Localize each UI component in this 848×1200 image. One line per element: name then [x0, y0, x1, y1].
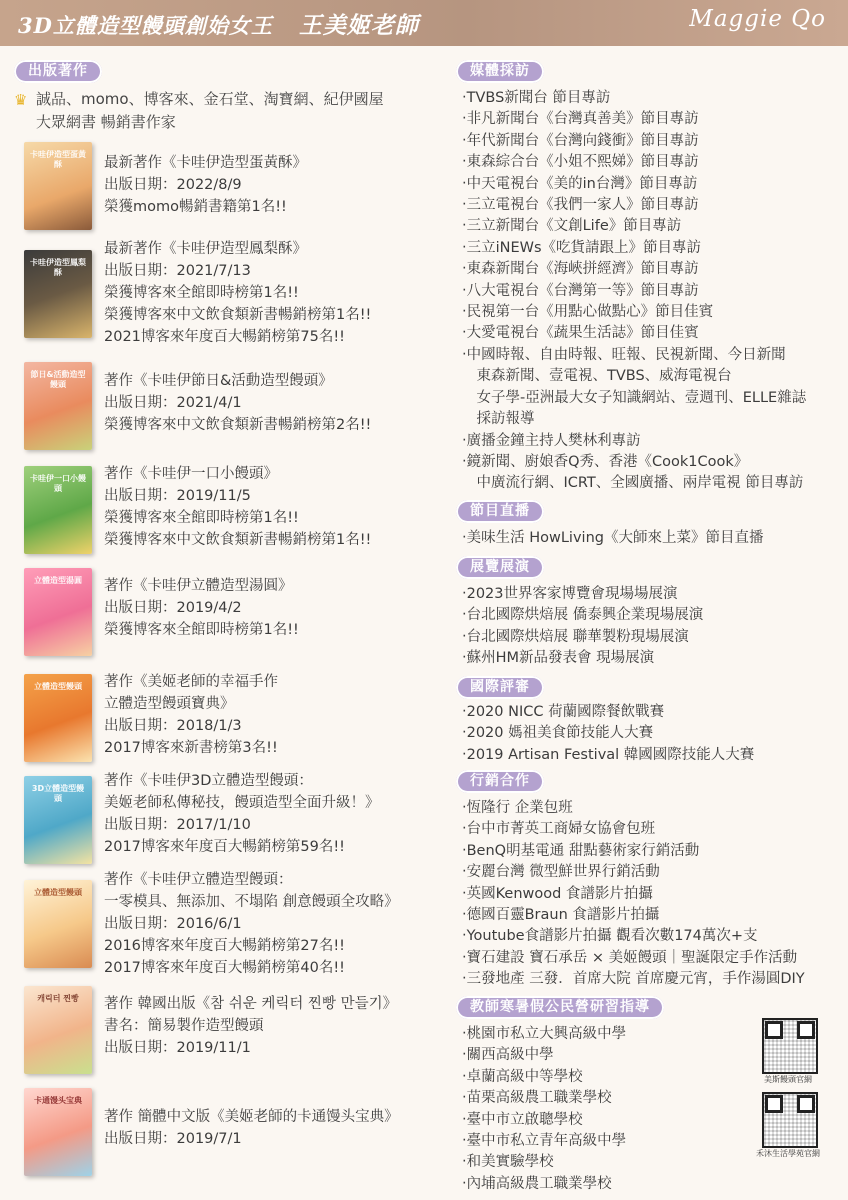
- book-cover: 캐릭터 찐빵: [24, 986, 92, 1074]
- list-item: ‧三立電視台《我們一家人》節目專訪: [462, 197, 699, 214]
- section-exhibition: 展覽展演: [456, 556, 544, 579]
- qr-code-icon[interactable]: [762, 1018, 818, 1074]
- list-item: ‧美味生活 HowLiving《大師來上菜》節目直播: [462, 530, 764, 546]
- book-cover: 3D立體造型饅頭: [24, 776, 92, 864]
- header-banner: [0, 0, 848, 46]
- list-item: ‧非凡新聞台《台灣真善美》節目專訪: [462, 111, 699, 128]
- list-item: ‧和美實驗學校: [462, 1154, 554, 1171]
- list-item: ‧台北國際烘焙展 聯華製粉現場展演: [462, 628, 689, 645]
- list-item: 中廣流行網、ICRT、全國廣播、兩岸電視 節目專訪: [462, 475, 804, 492]
- section-judging: 國際評審: [456, 676, 544, 699]
- list-item: ‧2019 Artisan Festival 韓國國際技能人大賽: [462, 746, 755, 763]
- list-item: ‧大愛電視台《蔬果生活誌》節目佳賓: [462, 325, 699, 342]
- marketing-list: [462, 798, 842, 991]
- book-cover: 立體造型饅頭: [24, 674, 92, 762]
- list-item: ‧恆隆行 企業包班: [462, 800, 573, 816]
- list-item: ‧桃園市私立大興高級中學: [462, 1026, 627, 1042]
- section-publications: 出版著作: [14, 60, 102, 83]
- crown-icon: ♛: [14, 91, 28, 109]
- list-item: ‧TVBS新聞台 節目專訪: [462, 90, 611, 106]
- book-cover: 卡哇伊造型鳳梨酥: [24, 250, 92, 338]
- list-item: ‧苗栗高級農工職業學校: [462, 1090, 612, 1107]
- list-item: ‧民視第一台《用點心做點心》節目佳賓: [462, 304, 714, 321]
- brand-logo-text: Maggie Qo: [689, 6, 826, 32]
- qr-label: 禾沐生活學苑官網: [756, 1149, 820, 1158]
- list-item: ‧三發地產 三發．首席大院 首席慶元宵，手作湯圓DIY: [462, 971, 805, 988]
- book-cover: 卡通馒头宝典: [24, 1088, 92, 1176]
- book-cover: 立體造型饅頭: [24, 880, 92, 968]
- list-item: ‧關西高級中學: [462, 1047, 554, 1064]
- book-entry: 著作《卡哇伊節日&活動造型饅頭》 出版日期：2021/4/1 榮獲博客來中文飲食類新書暢銷榜第2名!!: [104, 373, 372, 433]
- list-item: ‧Youtube食譜影片拍攝 觀看次數174萬次+支: [462, 928, 758, 945]
- list-item: ‧鏡新聞、廚娘香Q秀、香港《Cook1Cook》: [462, 453, 749, 470]
- book-entry: 著作《卡哇伊3D立體造型饅頭： 美姬老師私傳秘技，饅頭造型全面升級！》 出版日期：2017/1/10 2017博客來年度百大暢銷榜第59名!!: [104, 773, 380, 855]
- section-marketing: 行銷合作: [456, 770, 544, 793]
- author-name: 王美姬老師: [298, 12, 419, 39]
- book-cover: 卡哇伊造型蛋黃酥: [24, 142, 92, 230]
- book-entry: 著作《美姬老師的幸福手作 立體造型饅頭寶典》 出版日期：2018/1/3 2017博客來新書榜第3名!!: [104, 674, 278, 756]
- book-entry: 著作 簡體中文版《美姬老師的卡通馒头宝典》 出版日期：2019/7/1: [104, 1109, 399, 1147]
- list-item: ‧東森綜合台《小姐不熙娣》節目專訪: [462, 154, 699, 171]
- list-item: ‧內埔高級農工職業學校: [462, 1175, 612, 1192]
- list-item: ‧英國Kenwood 食譜影片拍攝: [462, 885, 653, 902]
- list-item: 東森新聞、壹電視、TVBS、威海電視台: [462, 368, 732, 385]
- section-live: 節目直播: [456, 500, 544, 523]
- list-item: ‧2023世界客家博覽會現場場展演: [462, 586, 678, 602]
- section-media: 媒體採訪: [456, 60, 544, 83]
- list-item: ‧2020 NICC 荷蘭國際餐飲戰賽: [462, 704, 665, 720]
- list-item: ‧三立iNEWs《吃貨請跟上》節目專訪: [462, 239, 702, 256]
- qr-label: 美斯饅頭官網: [764, 1075, 812, 1084]
- list-item: ‧德國百靈Braun 食譜影片拍攝: [462, 907, 660, 924]
- book-entry: 著作《卡哇伊立體造型饅頭： 一零模具、無添加、不塌陷 創意饅頭全攻略》 出版日期：2016/6/1 2016博客來年度百大暢銷榜第27名!! 2017博客來年度百大暢銷榜第40名!!: [104, 872, 399, 976]
- live-list: [462, 528, 842, 549]
- list-item: ‧卓蘭高級中等學校: [462, 1068, 583, 1085]
- list-item: ‧中國時報、自由時報、旺報、民視新聞、今日新聞: [462, 346, 786, 363]
- book-entry: 著作 韓國出版《참 쉬운 케릭터 찐빵 만들기》 書名：簡易製作造型饅頭 出版日期：2019/11/1: [104, 996, 398, 1056]
- list-item: ‧2020 媽祖美食節技能人大賽: [462, 725, 654, 742]
- list-item: ‧寶石建設 寶石承岳 × 美姬饅頭｜聖誕限定手作活動: [462, 949, 798, 966]
- page-title: 3D立體造型饅頭創始女王 王美姬老師: [18, 12, 419, 39]
- list-item: ‧BenQ明基電通 甜點藝術家行銷活動: [462, 842, 700, 859]
- list-item: ‧中天電視台《美的in台灣》節目專訪: [462, 175, 698, 192]
- list-item: ‧臺中市立啟聰學校: [462, 1111, 583, 1128]
- list-item: ‧安麗台灣 微型鮮世界行銷活動: [462, 864, 660, 881]
- book-cover: 節日&活動造型饅頭: [24, 362, 92, 450]
- media-list: [462, 88, 842, 495]
- list-item: ‧廣播金鐘主持人樊林利專訪: [462, 432, 641, 449]
- section-teaching: 教師寒暑假公民營研習指導: [456, 996, 664, 1019]
- list-item: 採訪報導: [462, 411, 535, 428]
- book-entry: 著作《卡哇伊一口小饅頭》 出版日期：2019/11/5 榮獲博客來全館即時榜第1名!! 榮獲博客來中文飲食類新書暢銷榜第1名!!: [104, 466, 372, 548]
- book-entry: 最新著作《卡哇伊造型蛋黃酥》 出版日期：2022/8/9 榮獲momo暢銷書籍第1名!!: [104, 155, 307, 215]
- list-item: 女子學-亞洲最大女子知識網站、壹週刊、ELLE雜誌: [462, 389, 807, 406]
- list-item: ‧台北國際烘焙展 僑泰興企業現場展演: [462, 607, 704, 624]
- book-entry: 著作《卡哇伊立體造型湯圓》 出版日期：2019/4/2 榮獲博客來全館即時榜第1名!!: [104, 578, 299, 638]
- qr-code-icon[interactable]: [762, 1092, 818, 1148]
- list-item: ‧台中市菁英工商婦女協會包班: [462, 821, 656, 838]
- list-item: ‧年代新聞台《台灣向錢衝》節目專訪: [462, 132, 699, 149]
- author-intro: 誠品、momo、博客來、金石堂、淘寶網、紀伊國屋 大眾網書 暢銷書作家: [36, 90, 384, 131]
- book-entry: 最新著作《卡哇伊造型鳳梨酥》 出版日期：2021/7/13 榮獲博客來全館即時榜第1名!! 榮獲博客來中文飲食類新書暢銷榜第1名!! 2021博客來年度百大暢銷榜第75名!!: [104, 241, 372, 345]
- exhibition-list: [462, 584, 842, 670]
- judging-list: [462, 702, 842, 766]
- list-item: ‧三立新聞台《文創Life》節目專訪: [462, 218, 682, 235]
- list-item: ‧臺中市私立青年高級中學: [462, 1133, 627, 1150]
- list-item: ‧八大電視台《台灣第一等》節目專訪: [462, 282, 699, 299]
- book-cover: 立體造型湯圓: [24, 568, 92, 656]
- list-item: ‧東森新聞台《海峽拼經濟》節目專訪: [462, 261, 699, 278]
- list-item: ‧蘇州HM新品發表會 現場展演: [462, 650, 655, 667]
- book-cover: 卡哇伊一口小饅頭: [24, 466, 92, 554]
